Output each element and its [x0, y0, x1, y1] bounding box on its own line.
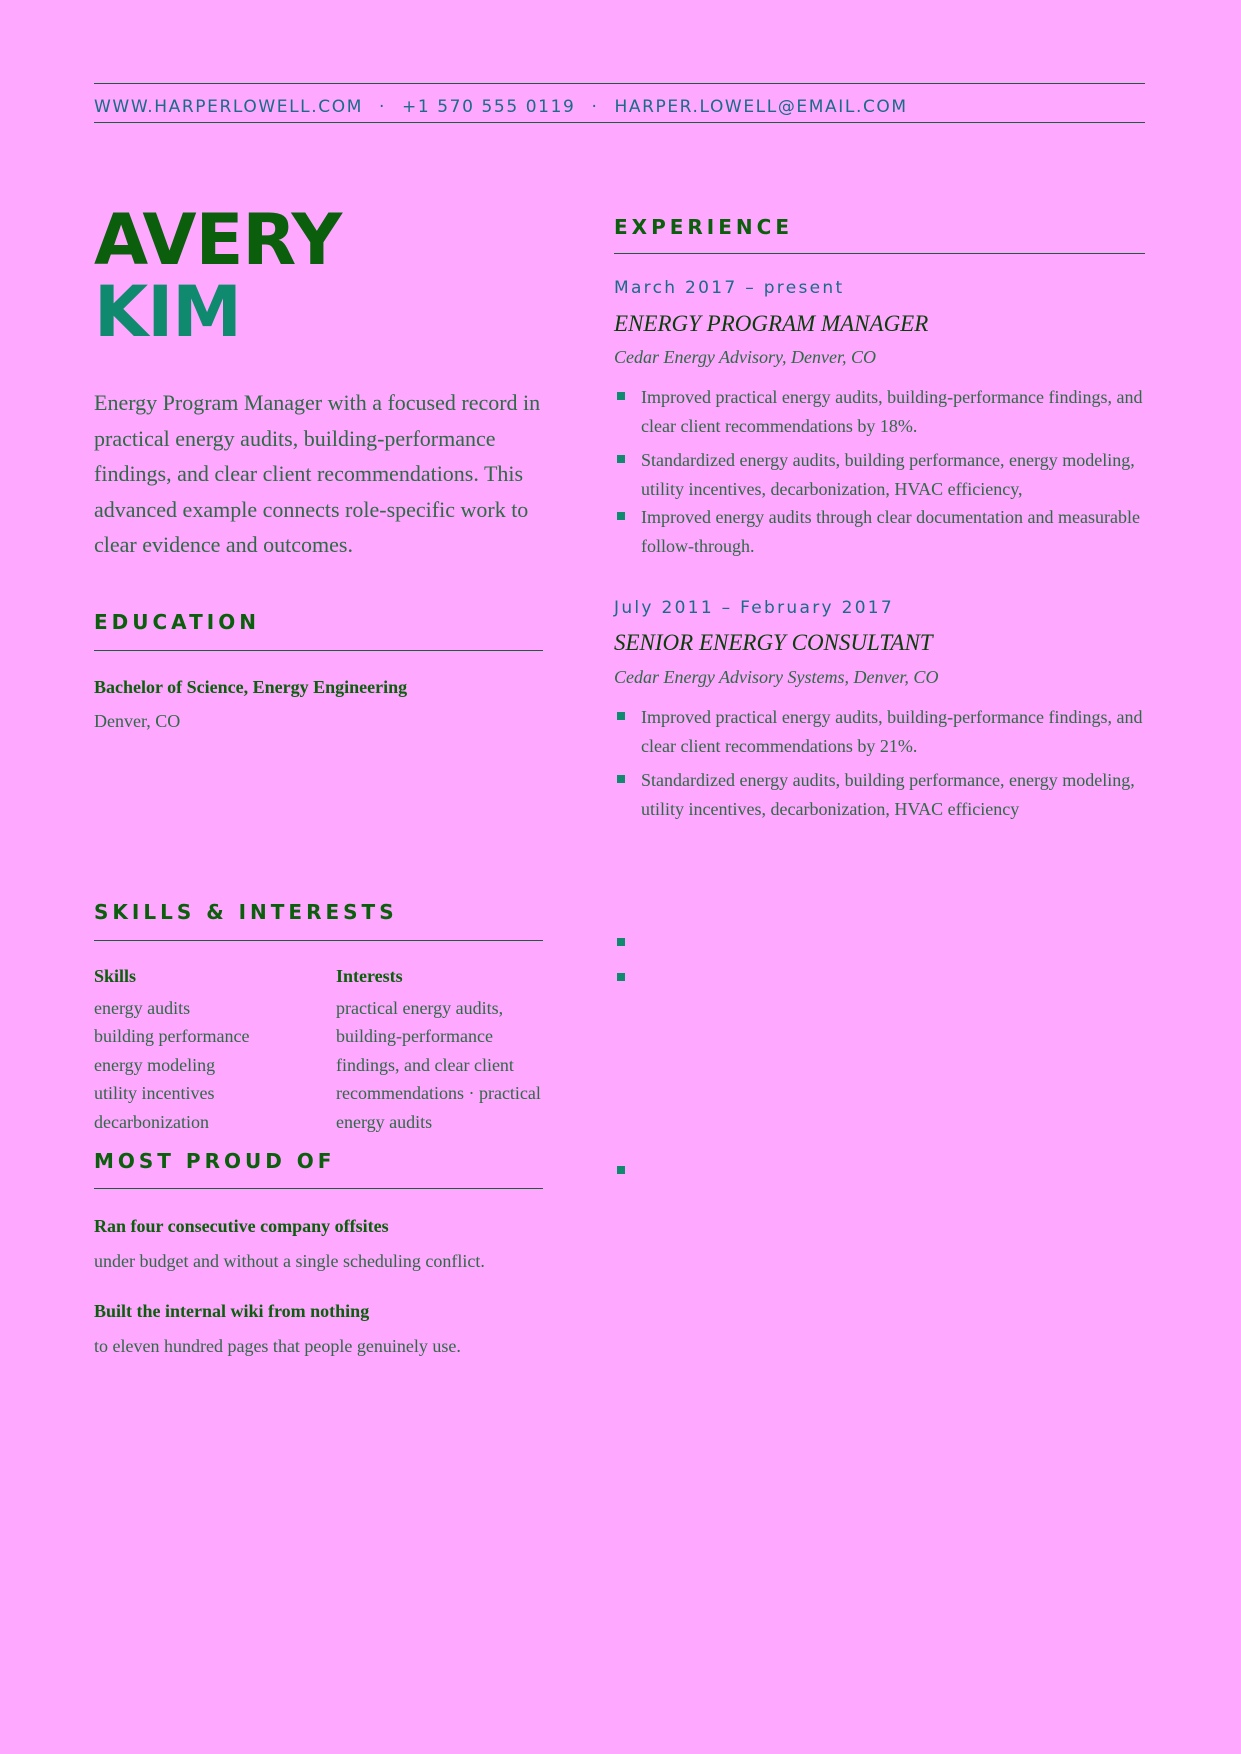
- bullet-icon: [617, 512, 625, 520]
- separator: ·: [591, 97, 599, 117]
- list-item: energy audits: [94, 997, 191, 1018]
- list-item: Improved practical energy audits, building-performance findings, and clear client recommendations by 21%.: [614, 703, 1145, 760]
- job-bullets: [614, 383, 1145, 560]
- education-heading: EDUCATION: [94, 610, 260, 634]
- list-item: Standardized energy audits, building performance, energy modeling, utility incentives, decarbonization, HVAC efficiency: [614, 766, 1145, 823]
- experience-heading: EXPERIENCE: [614, 215, 793, 239]
- job-org: Cedar Energy Advisory, Denver, CO: [614, 347, 876, 367]
- proud-item-heading: Ran four consecutive company offsites: [94, 1216, 389, 1236]
- contact-line: [94, 97, 908, 117]
- list-item: energy modeling: [94, 1054, 216, 1075]
- bullet-icon: [617, 455, 625, 463]
- phone-link[interactable]: +1 570 555 0119: [402, 97, 576, 117]
- experience-divider: [614, 253, 1145, 254]
- skills-divider: [94, 940, 543, 941]
- proud-heading: MOST PROUD OF: [94, 1149, 336, 1173]
- job-dates: March 2017 – present: [614, 278, 845, 298]
- job-bullets: [614, 703, 1145, 819]
- job-title: SENIOR ENERGY CONSULTANT: [614, 630, 933, 655]
- interests-label: Interests: [336, 966, 403, 986]
- separator: ·: [378, 97, 386, 117]
- skills-heading: SKILLS & INTERESTS: [94, 900, 398, 924]
- interests-text: practical energy audits, building-performance findings, and clear client recommendations · practical energy audits: [336, 997, 541, 1132]
- job-dates: July 2011 – February 2017: [614, 598, 895, 618]
- last-name: KIM: [94, 271, 241, 353]
- list-item: Improved practical energy audits, building-performance findings, and clear client recommendations by 18%.: [614, 383, 1145, 440]
- job-org: Cedar Energy Advisory Systems, Denver, CO: [614, 667, 939, 687]
- bullet-icon: [617, 938, 625, 946]
- interests-column: [336, 962, 546, 1132]
- bullet-icon: [617, 712, 625, 720]
- list-item: utility incentives: [94, 1083, 215, 1103]
- list-item: Improved energy audits through clear documentation and measurable follow-through.: [614, 503, 1145, 560]
- bullet-icon: [617, 973, 625, 981]
- proud-item-heading: Built the internal wiki from nothing: [94, 1301, 370, 1321]
- bullet-icon: [617, 1166, 625, 1174]
- skills-column: [94, 962, 314, 1132]
- proud-item-text: to eleven hundred pages that people genuinely use.: [94, 1336, 461, 1356]
- education-location: Denver, CO: [94, 711, 181, 731]
- proud-divider: [94, 1188, 543, 1189]
- website-link[interactable]: WWW.HARPERLOWELL.COM: [94, 97, 363, 117]
- first-name: AVERY: [94, 199, 342, 281]
- list-item: Standardized energy audits, building performance, energy modeling, utility incentives, decarbonization, HVAC efficiency,: [614, 446, 1145, 503]
- education-divider: [94, 650, 543, 651]
- job-title: ENERGY PROGRAM MANAGER: [614, 311, 929, 336]
- degree: Bachelor of Science, Energy Engineering: [94, 677, 408, 697]
- list-item: decarbonization: [94, 1111, 209, 1132]
- email-link[interactable]: HARPER.LOWELL@EMAIL.COM: [614, 97, 908, 117]
- contact-bar: [94, 83, 1145, 123]
- list-item: building performance: [94, 1026, 250, 1046]
- summary-paragraph: Energy Program Manager with a focused record in practical energy audits, building-performance findings, and clear client recommendations. This advanced example connects role-specific work to clear evidence and outcomes.: [94, 390, 541, 557]
- bullet-icon: [617, 392, 625, 400]
- bullet-icon: [617, 775, 625, 783]
- proud-item-text: under budget and without a single scheduling conflict.: [94, 1251, 485, 1271]
- skills-label: Skills: [94, 966, 137, 986]
